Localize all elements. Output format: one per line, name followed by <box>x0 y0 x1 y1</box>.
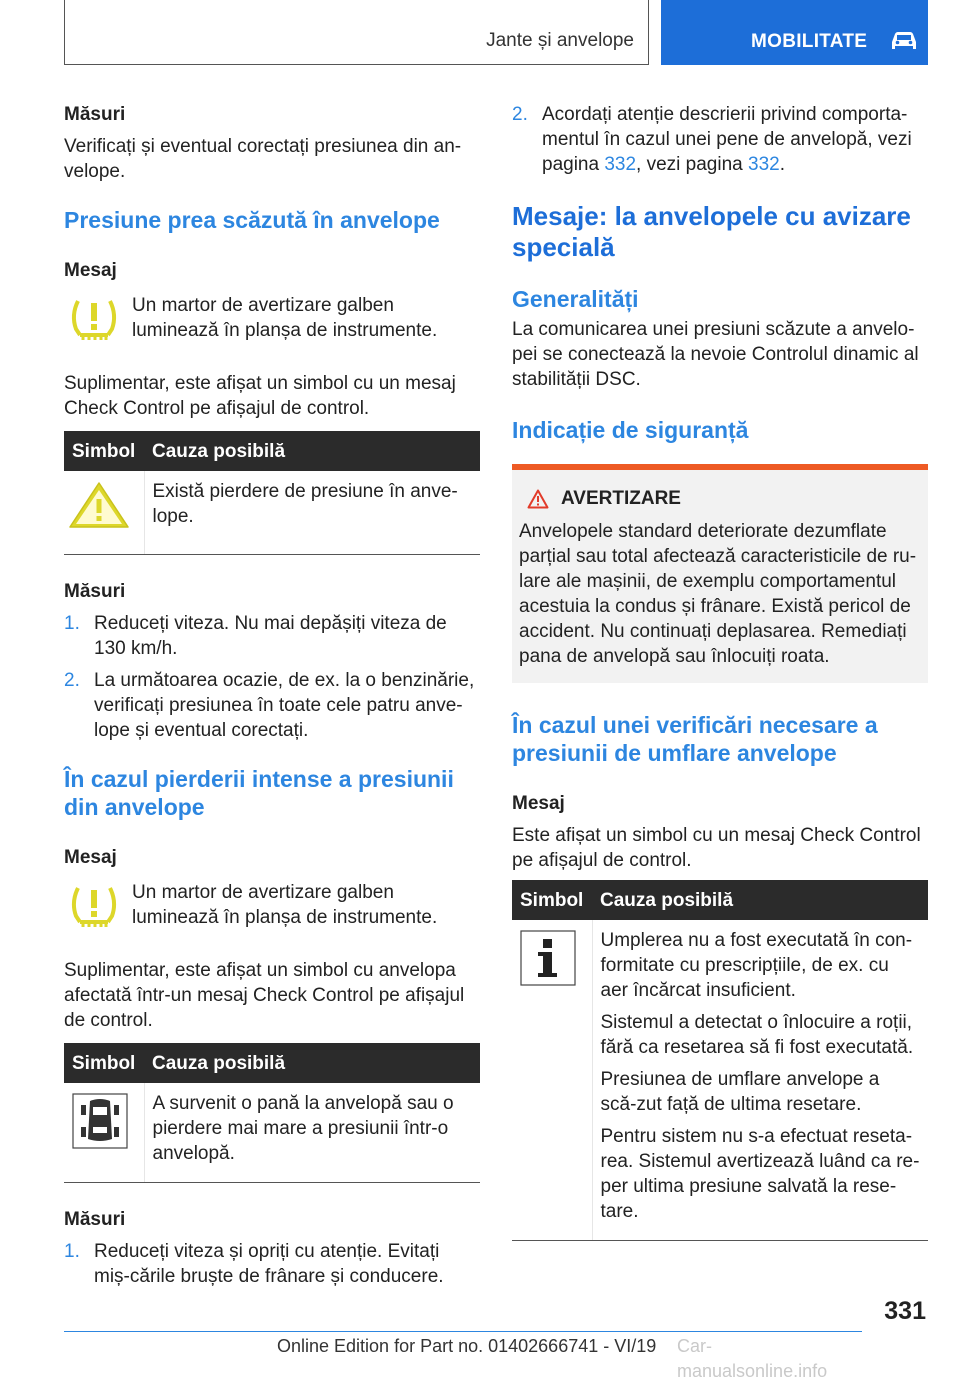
heading-general: Generalități <box>512 286 639 312</box>
symbol-table-3 <box>512 880 928 1241</box>
list-item: 1. Reduceți viteza. Nu mai depășiți viteza de 130 km/h. <box>64 613 447 659</box>
chapter-tab <box>661 0 928 65</box>
table-row <box>64 1083 480 1183</box>
heading-safety: Indicație de siguranță <box>512 417 749 443</box>
mesaj-label: Mesaj <box>64 260 117 281</box>
table-col-symbol: Simbol <box>512 880 592 920</box>
general-text: La comunicarea unei presiuni scăzute a anvelo-pei se conectează la nevoie Controlul dinamic al stabilității DSC. <box>512 319 919 390</box>
page-link[interactable]: 332 <box>748 154 780 175</box>
car-tire-status-icon <box>72 1093 128 1149</box>
page-header <box>64 0 928 65</box>
page-link[interactable]: 332 <box>604 154 637 175</box>
left-column <box>64 102 480 1289</box>
symbol-table-1 <box>64 431 480 555</box>
list-item: 2. Acordați atenție descrierii privind comporta-mentul în cazul unei pene de anvelopă, vezi pagina 332, vezi pagina 332. <box>512 104 912 175</box>
table-cell-cause <box>592 920 928 1241</box>
table-row <box>512 920 928 1241</box>
chapter-title: MOBILITATE <box>751 31 868 52</box>
warning-title: AVERTIZARE <box>519 486 921 511</box>
masuri-label: Măsuri <box>64 1209 126 1230</box>
table-cell-cause: Există pierdere de presiune în anve-lope. <box>144 471 480 555</box>
masuri-label: Măsuri <box>64 104 126 125</box>
watermark: Car-manualsonline.info <box>677 1336 828 1381</box>
table-col-cause: Cauza posibilă <box>144 1043 480 1083</box>
section-tab <box>64 0 649 65</box>
warning-text: Anvelopele standard deteriorate dezumflate parțial sau total afectează caracteristicile de ru-lare ale mașinii, de exemplu comportamentul acestuia la condus și frânare. Există pericol de accident. Nu continuați deplasarea. Remediați pana de anvelopă sau înlocuiți roata. <box>519 521 917 667</box>
list-item: 2. La următoarea ocazie, de ex. la o benzinărie, verificați presiunea în toate cele patru anve-lope și eventual corectați. <box>64 670 475 741</box>
table-header <box>512 880 928 920</box>
list-item: 1. Reduceți viteza și opriți cu atenție. Evitați miș-cările bruște de frânare și conducere. <box>64 1241 444 1287</box>
supplement-text: Suplimentar, este afișat un simbol cu un mesaj Check Control pe afișajul de control. <box>64 373 456 419</box>
table-header <box>64 1043 480 1083</box>
cause-paragraph: Sistemul a detectat o înlocuire a roții, fără ca resetarea să fi fost executată. <box>600 1012 914 1058</box>
measures-list <box>64 611 480 743</box>
cause-paragraph: Pentru sistem nu s-a efectuat reseta-rea. Sistemul avertizează luând ca re-per ultima presiune salvată la rese-tare. <box>600 1126 920 1222</box>
table-cell-cause: A survenit o pană la anvelopă sau o pierdere mai mare a presiunii într-o anvelopă. <box>144 1083 480 1183</box>
table-col-symbol: Simbol <box>64 1043 144 1083</box>
heading-special-tires: Mesaje: la anvelopele cu avizare specială <box>512 201 911 262</box>
mesaj-label: Mesaj <box>512 793 565 814</box>
table-col-cause: Cauza posibilă <box>144 431 480 471</box>
measures-list <box>64 1239 480 1289</box>
warning-box <box>512 464 928 683</box>
heading-low-pressure: Presiune prea scăzută în anvelope <box>64 207 440 233</box>
table-col-cause: Cauza posibilă <box>592 880 928 920</box>
mesaj-row <box>64 880 480 935</box>
symbol-table-2 <box>64 1043 480 1183</box>
tire-warning-icon <box>64 293 132 348</box>
warning-icon <box>527 489 549 509</box>
footer-edition: Online Edition for Part no. 01402666741 - VI/19 Car-manualsonline.info <box>277 1334 656 1359</box>
mesaj-text: Un martor de avertizare galben luminează în planșa de instrumente. <box>132 882 438 928</box>
right-column <box>512 102 928 1241</box>
table-row <box>64 471 480 555</box>
cause-paragraph: Umplerea nu a fost executată în con-formitate cu prescripțiile, de ex. cu aer încărcat insuficient. <box>600 930 913 1001</box>
masuri-label: Măsuri <box>64 581 126 602</box>
table-col-symbol: Simbol <box>64 431 144 471</box>
masuri-text: Verificați și eventual corectați presiunea din an-velope. <box>64 136 462 182</box>
car-icon <box>889 28 919 54</box>
continued-list <box>512 102 928 177</box>
table-header <box>64 431 480 471</box>
warning-triangle-icon <box>66 479 132 531</box>
mesaj-label: Mesaj <box>64 847 117 868</box>
section-title: Jante și anvelope <box>486 30 634 51</box>
supplement-text: Suplimentar, este afișat un simbol cu anvelopa afectată într-un mesaj Check Control pe afișajul de control. <box>64 960 465 1031</box>
heading-pressure-loss: În cazul pierderii intense a presiunii din anvelope <box>64 766 454 820</box>
page-number: 331 <box>884 1297 926 1325</box>
mesaj-text: Este afișat un simbol cu un mesaj Check Control pe afișajul de control. <box>512 825 921 871</box>
footer-divider <box>64 1331 862 1332</box>
info-icon <box>520 930 576 986</box>
mesaj-row <box>64 293 480 348</box>
tire-warning-icon <box>64 880 132 935</box>
heading-pressure-check: În cazul unei verificări necesare a presiunii de umflare anvelope <box>512 712 878 766</box>
mesaj-text: Un martor de avertizare galben luminează în planșa de instrumente. <box>132 295 438 341</box>
cause-paragraph: Presiunea de umflare anvelope a scă-zut față de ultima resetare. <box>600 1069 880 1115</box>
